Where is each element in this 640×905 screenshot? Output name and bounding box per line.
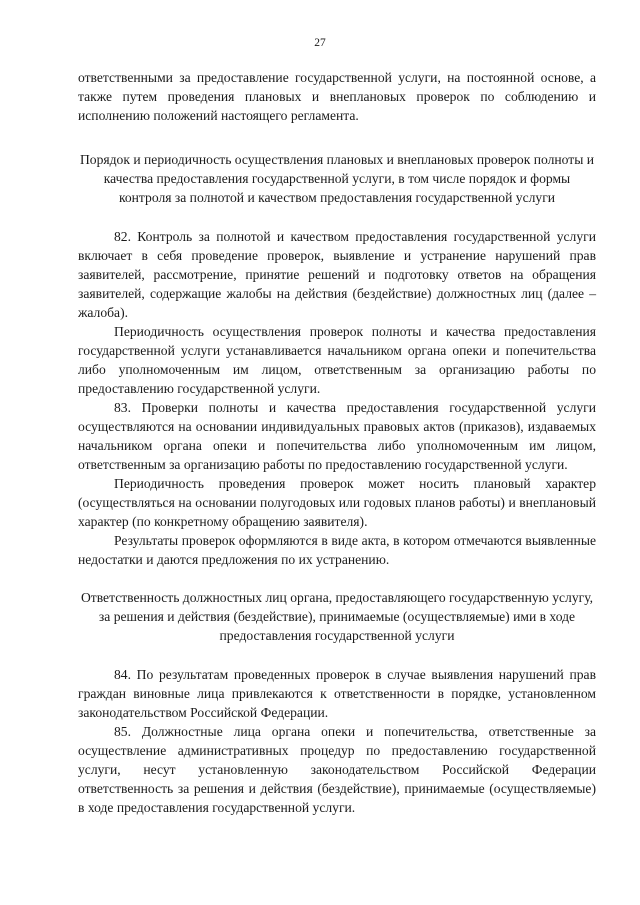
paragraph-82: 82. Контроль за полнотой и качеством предоставления государственной услуги включает в себя проведение проверок, выявление и устранение нарушений прав заявителей, рассмотрение, принятие решений и подготовку ответов на обращения заявителей, содержащие жалобы на действия (бездействие) должностных лиц (далее – жалоба). — [78, 229, 596, 320]
paragraph-continuation: ответственными за предоставление государственной услуги, на постоянной основе, а также путем проведения плановых и внеплановых проверок по соблюдению и исполнению положений настоящего регламента. — [78, 70, 596, 123]
paragraph-inspection-nature: Периодичность проведения проверок может носить плановый характер (осуществляться на основании полугодовых или годовых планов работы) и внеплановый характер (по конкретному обращению заявителя). — [78, 476, 596, 529]
document-body — [78, 68, 596, 817]
section-heading-control: Порядок и периодичность осуществления плановых и внеплановых проверок полноты и качества предоставления государственной услуги, в том числе порядок и формы контроля за полнотой и качеством предоставления государственной услуги — [79, 152, 595, 205]
paragraph-83: 83. Проверки полноты и качества предоставления государственной услуги осуществляются на основании индивидуальных правовых актов (приказов), издаваемых начальником органа опеки и попечительства либо уполномоченным им лицом, ответственным за организацию работы по предоставлению государственной услуги. — [78, 400, 596, 472]
page-number: 27 — [314, 37, 326, 49]
paragraph-inspection-frequency: Периодичность осуществления проверок полноты и качества предоставления государственной услуги устанавливается начальником органа опеки и попечительства либо уполномоченным им лицом, ответственным за организацию работы по предоставлению государственной услуги. — [78, 324, 596, 396]
paragraph-84: 84. По результатам проведенных проверок в случае выявления нарушений прав граждан виновные лица привлекаются к ответственности в порядке, установленном законодательством Российской Федерации. — [78, 667, 596, 720]
paragraph-85: 85. Должностные лица органа опеки и попечительства, ответственные за осуществление административных процедур по предоставлению государственной услуги, несут установленную законодательством Российской Федерации ответственность за решения и действия (бездействие), принимаемые (осуществляемые) в ходе предоставления государственной услуги. — [78, 724, 596, 815]
section-heading-responsibility: Ответственность должностных лиц органа, предоставляющего государственную услугу, за решения и действия (бездействие), принимаемые (осуществляемые) ими в ходе предоставления государственной услуги — [80, 590, 594, 643]
paragraph-inspection-results: Результаты проверок оформляются в виде акта, в котором отмечаются выявленные недостатки и даются предложения по их устранению. — [78, 533, 596, 567]
